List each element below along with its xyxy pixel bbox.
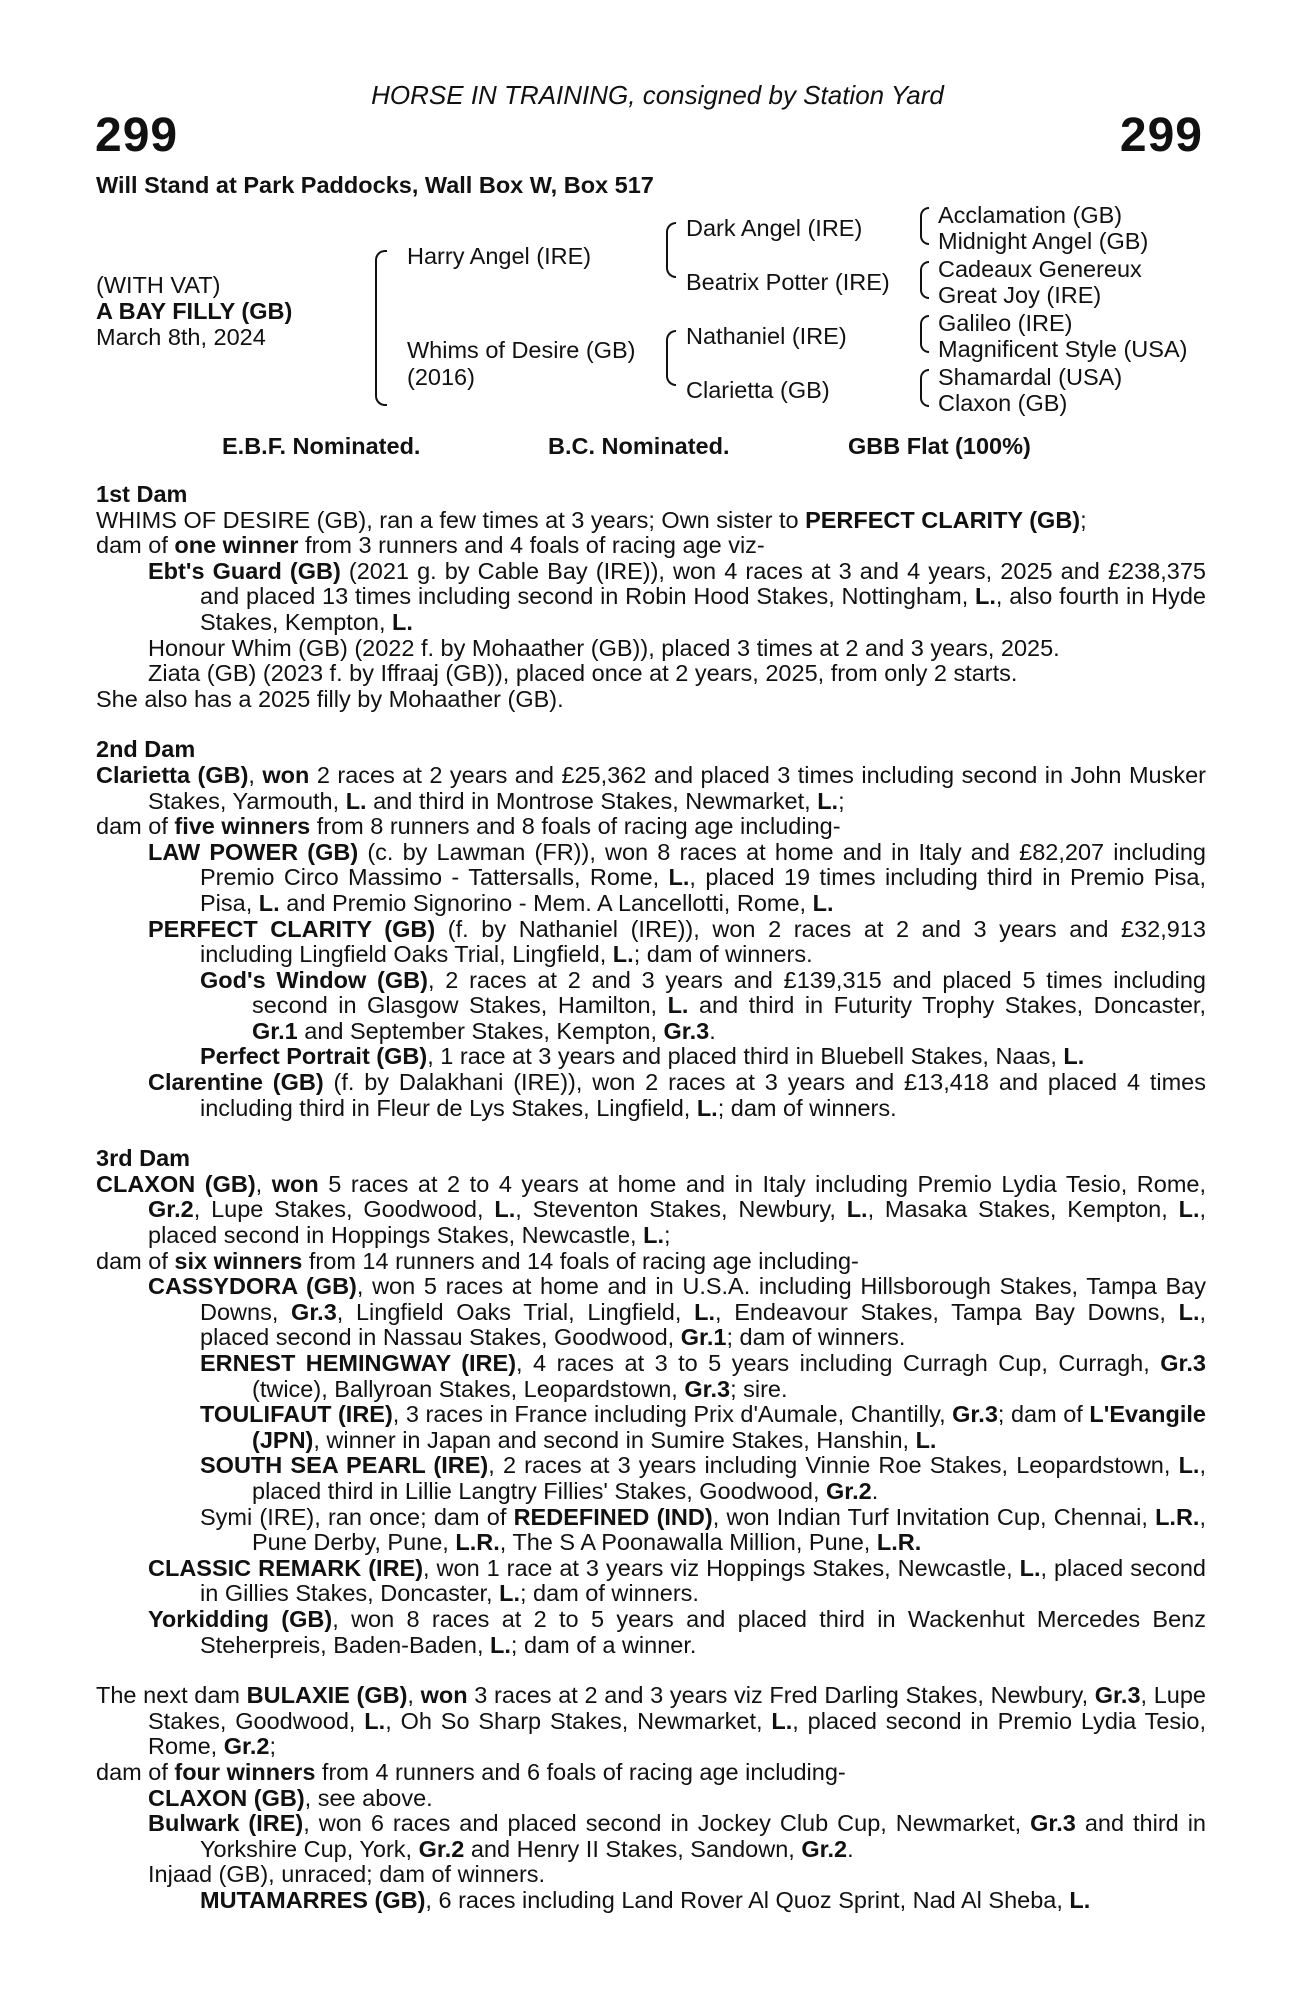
symi: Symi (IRE), ran once; dam of REDEFINED (IND), won Indian Turf Invitation Cup, Chennai, L.R., Pune Derby, Pune, L.R., The S A Poonawalla Million, Pune, L.R. — [200, 1503, 1206, 1556]
dam-sire: Nathaniel (IRE) — [686, 323, 847, 349]
g-sss: Acclamation (GB) — [938, 202, 1123, 228]
gbb-nomination: GBB Flat (100%) — [848, 433, 1031, 459]
g-ddd: Claxon (GB) — [938, 390, 1068, 416]
bc-nomination: B.C. Nominated. — [548, 433, 730, 459]
stand-location: Will Stand at Park Paddocks, Wall Box W, Box 517 — [96, 172, 654, 198]
sire-sire: Dark Angel (IRE) — [686, 215, 863, 241]
foaling-date: March 8th, 2024 — [96, 324, 266, 350]
next-dam-produce: dam of four winners from 4 runners and 6 foals of racing age including- — [96, 1758, 846, 1785]
brace-dam — [666, 330, 676, 386]
produce-honour-whim: Honour Whim (GB) (2022 f. by Mohaather (GB)), placed 3 times at 2 and 3 years, 2025. — [148, 634, 1060, 661]
third-dam-para: CLAXON (GB), won 5 races at 2 to 4 years at home and in Italy including Premio Lydia Tesio, Rome, Gr.2, Lupe Stakes, Goodwood, L., Steventon Stakes, Newbury, L., Masaka Stakes, Kempton, L., placed second in Hoppings Stakes, Newcastle, L.; — [96, 1170, 1207, 1249]
g-dsd: Magnificent Style (USA) — [938, 336, 1188, 362]
lot-number-right: 299 — [1119, 109, 1203, 162]
g-sds: Cadeaux Genereux — [938, 256, 1142, 282]
horse-name: A BAY FILLY (GB) — [96, 298, 293, 324]
sire: Harry Angel (IRE) — [407, 243, 592, 269]
yorkidding: Yorkidding (GB), won 8 races at 2 to 5 years and placed third in Wackenhut Mercedes Benz Steherpreis, Baden-Baden, L.; dam of a winner. — [148, 1605, 1206, 1658]
claxon-see-above: CLAXON (GB), see above. — [148, 1784, 433, 1811]
catalogue-body — [96, 482, 1206, 1913]
next-dam-para: The next dam BULAXIE (GB), won 3 races at 2 and 3 years viz Fred Darling Stakes, Newbury, Gr.3, Lupe Stakes, Goodwood, L., Oh So Sharp Stakes, Newmarket, L., placed second in Premio Lydia Tesio, Rome, Gr.2; — [96, 1682, 1207, 1760]
brace-ss — [920, 207, 929, 245]
third-dam-produce: dam of six winners from 14 runners and 14 foals of racing age including- — [96, 1247, 859, 1274]
perfect-portrait: Perfect Portrait (GB), 1 race at 3 years and placed third in Bluebell Stakes, Naas, L. — [200, 1043, 1085, 1070]
south-sea-pearl: SOUTH SEA PEARL (IRE), 2 races at 3 years including Vinnie Roe Stakes, Leopardstown, L., placed third in Lillie Langtry Fillies' Stakes, Goodwood, Gr.2. — [200, 1452, 1206, 1504]
ernest-hemingway: ERNEST HEMINGWAY (IRE), 4 races at 3 to 5 years including Curragh Cup, Curragh, Gr.3 (twice), Ballyroan Stakes, Leopardstown, Gr.3; sire. — [200, 1350, 1206, 1402]
dam-year: (2016) — [407, 364, 475, 390]
injaad: Injaad (GB), unraced; dam of winners. — [148, 1861, 546, 1888]
perfect-clarity: PERFECT CLARITY (GB) (f. by Nathaniel (IRE)), won 2 races at 2 and 3 years and £32,913 including Lingfield Oaks Trial, Lingfield, L.; dam of winners. — [148, 915, 1206, 968]
brace-dd — [920, 369, 929, 407]
section-second-dam: 2nd Dam — [96, 736, 196, 763]
vat-note: (WITH VAT) — [96, 272, 221, 298]
classic-remark: CLASSIC REMARK (IRE), won 1 race at 3 years viz Hoppings Stakes, Newcastle, L., placed second in Gillies Stakes, Doncaster, L.; dam of winners. — [148, 1554, 1206, 1607]
produce-2025: She also has a 2025 filly by Mohaather (GB). — [96, 685, 564, 712]
page-header: HORSE IN TRAINING, consigned by Station Yard — [371, 80, 944, 110]
second-dam-para: Clarietta (GB), won 2 races at 2 years and £25,362 and placed 3 times including second in John Musker Stakes, Yarmouth, L. and third in Montrose Stakes, Newmarket, L.; — [96, 761, 1206, 814]
first-dam-para: WHIMS OF DESIRE (GB), ran a few times at 3 years; Own sister to PERFECT CLARITY (GB); dam of one winner from 3 runners and 4 foals of racing age viz- — [96, 506, 1087, 559]
brace-ds — [920, 315, 929, 353]
bulwark: Bulwark (IRE), won 6 races and placed second in Jockey Club Cup, Newmarket, Gr.3 and third in Yorkshire Cup, York, Gr.2 and Henry II Stakes, Sandown, Gr.2. — [148, 1810, 1206, 1862]
clarentine: Clarentine (GB) (f. by Dalakhani (IRE)), won 2 races at 3 years and £13,418 and placed 4 times including third in Fleur de Lys Stakes, Lingfield, L.; dam of winners. — [148, 1069, 1206, 1121]
section-third-dam: 3rd Dam — [96, 1145, 191, 1172]
sire-dam: Beatrix Potter (IRE) — [686, 269, 890, 295]
dam: Whims of Desire (GB) — [407, 337, 636, 363]
second-dam-produce: dam of five winners from 8 runners and 8 foals of racing age including- — [96, 813, 841, 840]
lot-number-left: 299 — [95, 109, 179, 162]
g-ssd: Midnight Angel (GB) — [938, 228, 1149, 254]
ebf-nomination: E.B.F. Nominated. — [222, 433, 421, 459]
toulifaut: TOULIFAUT (IRE), 3 races in France including Prix d'Aumale, Chantilly, Gr.3; dam of L'Evangile (JPN), winner in Japan and second in Sumire Stakes, Hanshin, L. — [200, 1401, 1206, 1453]
g-dds: Shamardal (USA) — [938, 364, 1123, 390]
produce-ebts-guard: Ebt's Guard (GB) (2021 g. by Cable Bay (IRE)), won 4 races at 3 and 4 years, 2025 and £238,375 and placed 13 times including second in Robin Hood Stakes, Nottingham, L., also fourth in Hyde Stakes, Kempton, L. — [148, 557, 1207, 635]
gods-window: God's Window (GB), 2 races at 2 and 3 years and £139,315 and placed 5 times including second in Glasgow Stakes, Hamilton, L. and third in Futurity Trophy Stakes, Doncaster, Gr.1 and September Stakes, Kempton, Gr.3. — [200, 966, 1206, 1044]
brace-main — [375, 250, 387, 406]
g-sdd: Great Joy (IRE) — [938, 282, 1102, 308]
brace-sd — [920, 261, 929, 299]
g-dss: Galileo (IRE) — [938, 310, 1073, 336]
cassydora: CASSYDORA (GB), won 5 races at home and in U.S.A. including Hillsborough Stakes, Tampa Bay Downs, Gr.3, Lingfield Oaks Trial, Lingfield, L., Endeavour Stakes, Tampa Bay Downs, L., placed second in Nassau Stakes, Goodwood, Gr.1; dam of winners. — [148, 1273, 1207, 1351]
law-power: LAW POWER (GB) (c. by Lawman (FR)), won 8 races at home and in Italy and £82,207 including Premio Circo Massimo - Tattersalls, Rome, L., placed 19 times including third in Premio Pisa, Pisa, L. and Premio Signorino - Mem. A Lancellotti, Rome, L. — [148, 838, 1207, 916]
mutamarres: MUTAMARRES (GB), 6 races including Land Rover Al Quoz Sprint, Nad Al Sheba, L. — [200, 1886, 1091, 1913]
dam-dam: Clarietta (GB) — [686, 377, 830, 403]
produce-ziata: Ziata (GB) (2023 f. by Iffraaj (GB)), placed once at 2 years, 2025, from only 2 starts. — [148, 660, 1018, 687]
brace-sire — [666, 222, 676, 278]
section-first-dam: 1st Dam — [96, 481, 188, 507]
